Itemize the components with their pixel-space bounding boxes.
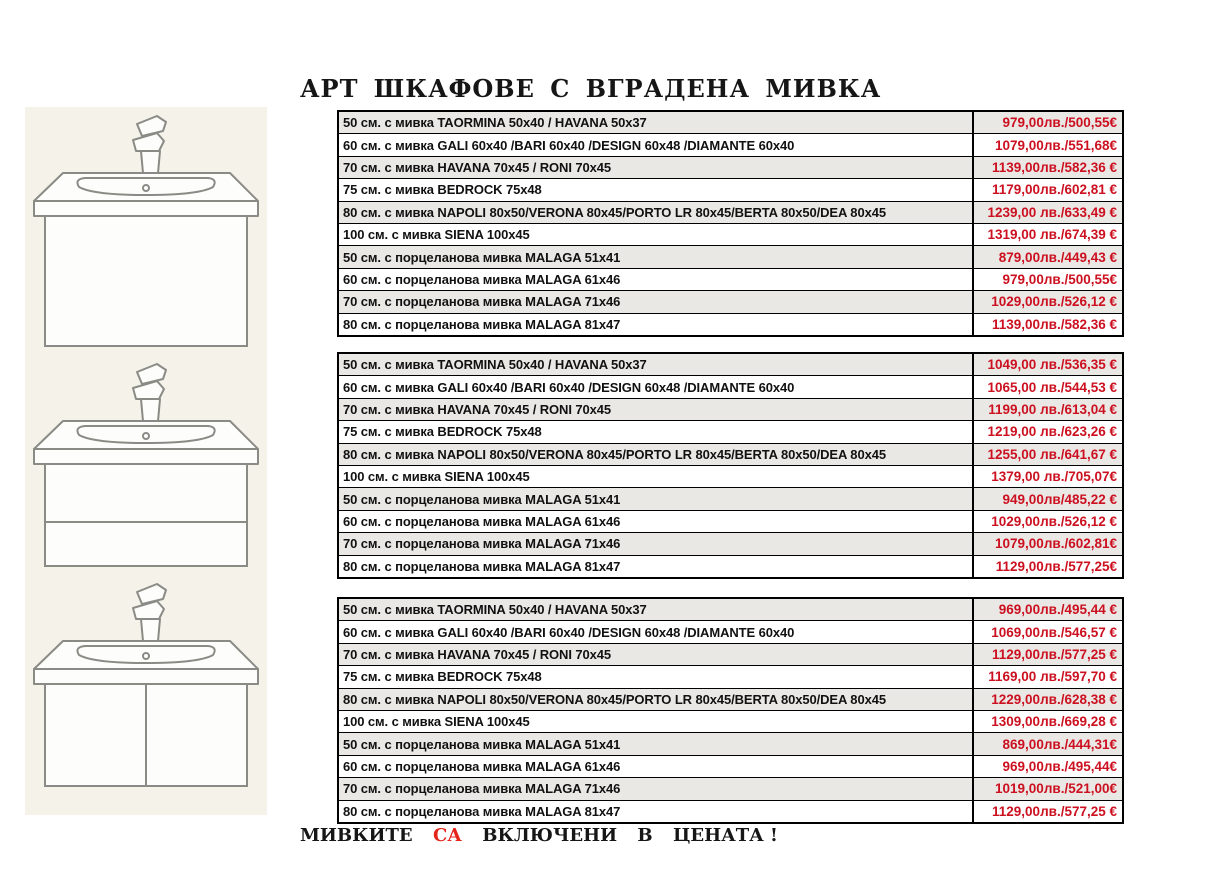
product-label: 60 см. с порцеланова мивка MALAGA 61x46: [343, 514, 621, 530]
product-label: 60 см. с порцеланова мивка MALAGA 61x46: [343, 759, 621, 775]
product-label: 50 см. с порцеланова мивка MALAGA 51x41: [343, 491, 621, 507]
price-value: 1129,00лв./577,25 €: [972, 644, 1122, 665]
price-value: 1065,00 лв./544,53 €: [972, 376, 1122, 397]
sink-countertop: [34, 641, 258, 684]
price-value: 1169,00 лв./597,70 €: [972, 666, 1122, 687]
price-value: 979,00лв./500,55€: [972, 269, 1122, 290]
product-label: 80 см. с порцеланова мивка MALAGA 81x47: [343, 558, 621, 574]
footer-word: ЦЕНАТА !: [672, 825, 778, 846]
page-title: АРТ ШКАФОВЕ С ВГРАДЕНА МИВКА: [300, 74, 882, 103]
product-label: 70 см. с мивка HAVANA 70x45 / RONI 70x45: [343, 160, 611, 176]
product-label: 70 см. с мивка HAVANA 70x45 / RONI 70x45: [343, 647, 611, 663]
vanity-cabinet-two-drawers-illustration: [25, 359, 267, 571]
table-row: [339, 398, 1122, 420]
product-label: 75 см. с мивка BEDROCK 75x48: [343, 669, 542, 685]
product-label: 60 см. с мивка GALI 60x40 /BARI 60x40 /DESIGN 60x48 /DIAMANTE 60x40: [343, 137, 795, 153]
vanity-cabinet-two-doors-illustration: [25, 579, 267, 791]
product-label: 75 см. с мивка BEDROCK 75x48: [343, 424, 542, 440]
price-value: 1229,00лв./628,38 €: [972, 689, 1122, 710]
product-label: 70 см. с порцеланова мивка MALAGA 71x46: [343, 294, 621, 310]
table-row: [339, 599, 1122, 620]
table-row: [339, 290, 1122, 312]
table-row: [339, 688, 1122, 710]
table-row: [339, 732, 1122, 754]
price-value: 979,00лв./500,55€: [972, 112, 1122, 133]
price-value: 949,00лв/485,22 €: [972, 488, 1122, 509]
product-label: 80 см. с мивка NAPOLI 80x50/VERONA 80x45/PORTO LR 80x45/BERTA 80x50/DEA 80x45: [343, 446, 886, 462]
table-row: [339, 375, 1122, 397]
table-row: [339, 800, 1122, 822]
table-row: [339, 268, 1122, 290]
price-value: 1139,00лв./582,36 €: [972, 157, 1122, 178]
table-row: [339, 313, 1122, 335]
price-value: 969,00лв./495,44€: [972, 756, 1122, 777]
price-tables-container: [337, 110, 1124, 824]
product-label: 70 см. с порцеланова мивка MALAGA 71x46: [343, 536, 621, 552]
table-row: [339, 643, 1122, 665]
table-row: [339, 620, 1122, 642]
price-table-2: [337, 352, 1124, 579]
table-row: [339, 465, 1122, 487]
product-label: 80 см. с мивка NAPOLI 80x50/VERONA 80x45/PORTO LR 80x45/BERTA 80x50/DEA 80x45: [343, 691, 886, 707]
price-table-1: [337, 110, 1124, 337]
cabinet-body-two-doors: [45, 684, 247, 786]
table-row: [339, 112, 1122, 133]
sink-countertop: [34, 421, 258, 464]
price-value: 879,00лв./449,43 €: [972, 246, 1122, 267]
price-value: 1139,00лв./582,36 €: [972, 314, 1122, 335]
product-label: 80 см. с мивка NAPOLI 80x50/VERONA 80x45/PORTO LR 80x45/BERTA 80x50/DEA 80x45: [343, 204, 886, 220]
price-value: 1029,00лв./526,12 €: [972, 291, 1122, 312]
price-value: 1129,00лв./577,25€: [972, 556, 1122, 577]
footer-word: ВКЛЮЧЕНИ: [482, 825, 618, 846]
sink-countertop: [34, 173, 258, 216]
price-value: 1199,00 лв./613,04 €: [972, 399, 1122, 420]
product-label: 100 см. с мивка SIENA 100x45: [343, 469, 530, 485]
table-row: [339, 555, 1122, 577]
product-label: 75 см. с мивка BEDROCK 75x48: [343, 182, 542, 198]
price-value: 1069,00лв./546,57 €: [972, 621, 1122, 642]
table-row: [339, 755, 1122, 777]
price-value: 1239,00 лв./633,49 €: [972, 202, 1122, 223]
product-label: 100 см. с мивка SIENA 100x45: [343, 714, 530, 730]
table-row: [339, 420, 1122, 442]
product-label: 80 см. с порцеланова мивка MALAGA 81x47: [343, 803, 621, 819]
product-label: 80 см. с порцеланова мивка MALAGA 81x47: [343, 316, 621, 332]
table-row: [339, 443, 1122, 465]
price-value: 1255,00 лв./641,67 €: [972, 444, 1122, 465]
footer-highlight-word: СА: [432, 825, 462, 846]
table-row: [339, 354, 1122, 375]
faucet-icon: [133, 584, 166, 641]
cabinet-body-single-front: [45, 216, 247, 346]
price-value: 869,00лв./444,31€: [972, 733, 1122, 754]
product-label: 60 см. с мивка GALI 60x40 /BARI 60x40 /DESIGN 60x48 /DIAMANTE 60x40: [343, 379, 795, 395]
product-label: 70 см. с порцеланова мивка MALAGA 71x46: [343, 781, 621, 797]
price-value: 1219,00 лв./623,26 €: [972, 421, 1122, 442]
price-value: 1309,00лв./669,28 €: [972, 711, 1122, 732]
price-value: 969,00лв./495,44 €: [972, 599, 1122, 620]
table-row: [339, 487, 1122, 509]
price-table-3: [337, 597, 1124, 824]
table-row: [339, 710, 1122, 732]
faucet-icon: [133, 364, 166, 421]
faucet-icon: [133, 116, 166, 173]
price-value: 1049,00 лв./536,35 €: [972, 354, 1122, 375]
product-label: 50 см. с мивка TAORMINA 50x40 / HAVANA 50x37: [343, 602, 647, 618]
price-value: 1129,00лв./577,25 €: [972, 801, 1122, 822]
price-value: 1079,00лв./602,81€: [972, 533, 1122, 554]
table-row: [339, 665, 1122, 687]
price-value: 1319,00 лв./674,39 €: [972, 224, 1122, 245]
price-value: 1029,00лв./526,12 €: [972, 511, 1122, 532]
table-row: [339, 245, 1122, 267]
product-label: 60 см. с мивка GALI 60x40 /BARI 60x40 /DESIGN 60x48 /DIAMANTE 60x40: [343, 624, 795, 640]
product-label: 50 см. с мивка TAORMINA 50x40 / HAVANA 50x37: [343, 357, 647, 373]
product-label: 50 см. с порцеланова мивка MALAGA 51x41: [343, 249, 621, 265]
table-row: [339, 777, 1122, 799]
vanity-cabinet-single-front-illustration: [25, 111, 267, 351]
cabinet-body-two-drawers: [45, 464, 247, 566]
cabinet-illustrations-panel: [25, 107, 267, 815]
price-value: 1379,00 лв./705,07€: [972, 466, 1122, 487]
footer-word: В: [637, 825, 653, 846]
price-value: 1079,00лв./551,68€: [972, 134, 1122, 155]
product-label: 50 см. с мивка TAORMINA 50x40 / HAVANA 50x37: [343, 115, 647, 131]
product-label: 70 см. с мивка HAVANA 70x45 / RONI 70x45: [343, 402, 611, 418]
table-row: [339, 156, 1122, 178]
table-row: [339, 178, 1122, 200]
price-value: 1019,00лв./521,00€: [972, 778, 1122, 799]
footer-note: [300, 825, 778, 846]
footer-word: МИВКИТЕ: [300, 825, 413, 846]
product-label: 50 см. с порцеланова мивка MALAGA 51x41: [343, 736, 621, 752]
table-row: [339, 133, 1122, 155]
price-value: 1179,00лв./602,81 €: [972, 179, 1122, 200]
product-label: 100 см. с мивка SIENA 100x45: [343, 227, 530, 243]
table-row: [339, 532, 1122, 554]
product-label: 60 см. с порцеланова мивка MALAGA 61x46: [343, 272, 621, 288]
table-row: [339, 510, 1122, 532]
table-row: [339, 201, 1122, 223]
table-row: [339, 223, 1122, 245]
